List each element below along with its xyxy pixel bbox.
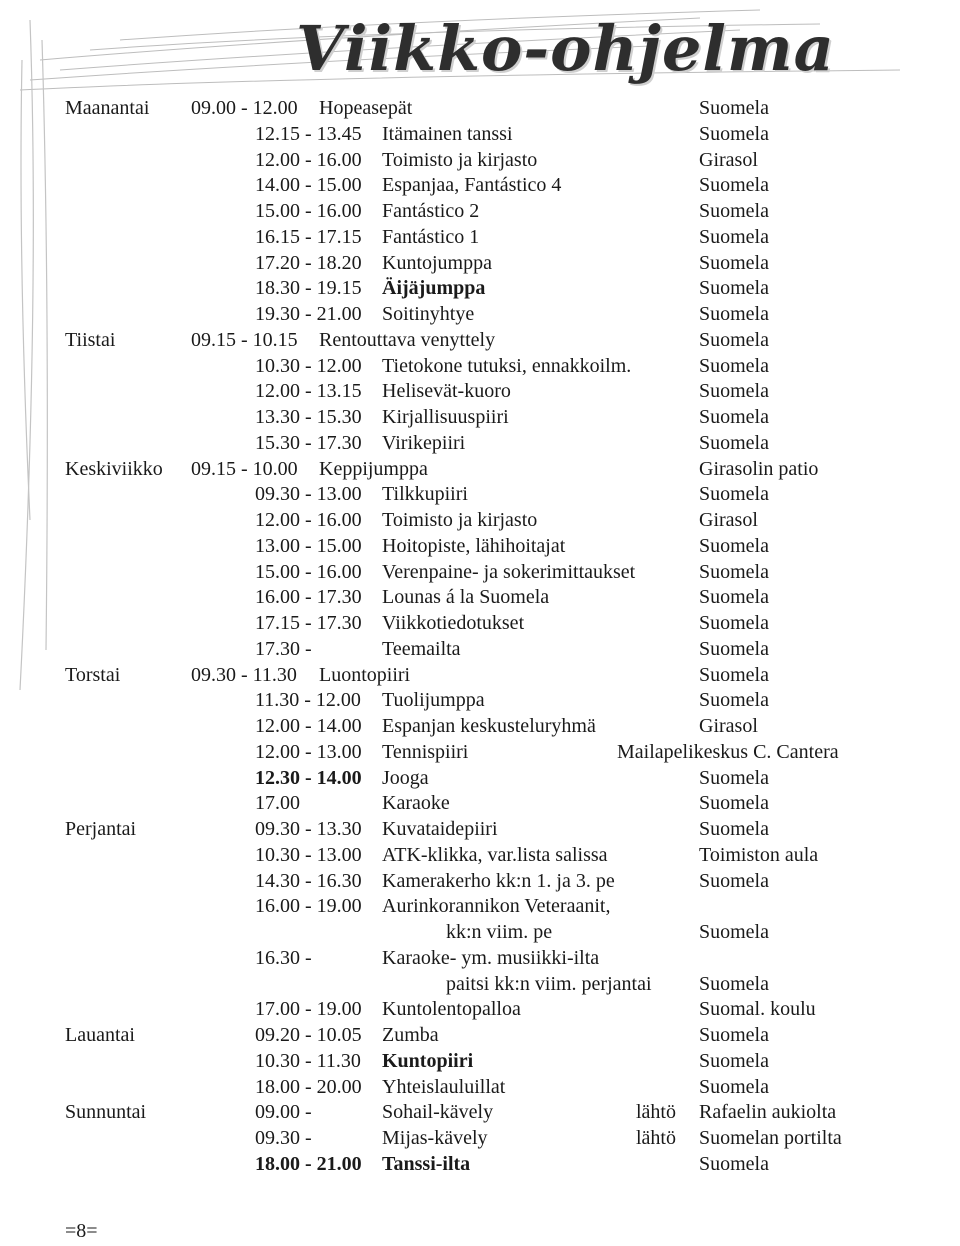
place-cell: Suomela bbox=[699, 406, 769, 428]
time-cell: 09.00 - 12.00 bbox=[191, 97, 298, 119]
place-cell: Suomela bbox=[699, 689, 769, 712]
time-cell: 18.30 - 19.15 bbox=[255, 277, 362, 300]
place-cell: Suomela bbox=[699, 637, 769, 660]
place-cell: Suomal. koulu bbox=[699, 998, 816, 1021]
activity-cell: Tanssi-ilta bbox=[382, 1152, 471, 1175]
schedule-row bbox=[0, 1048, 960, 1074]
activity-cell: Espanjan keskusteluryhmä bbox=[382, 715, 596, 737]
place-cell: Suomela bbox=[699, 174, 769, 197]
place-cell: Suomelan portilta bbox=[699, 1127, 842, 1149]
time-cell: 13.00 - 15.00 bbox=[255, 534, 362, 557]
place-cell: Suomela bbox=[699, 328, 769, 351]
day-label: Sunnuntai bbox=[65, 1101, 147, 1124]
activity-cell: Kuntojumppa bbox=[382, 251, 492, 274]
activity-cell: Tennispiiri bbox=[382, 740, 469, 763]
time-cell: 09.30 - 13.00 bbox=[255, 483, 362, 506]
activity-cell: Verenpaine- ja sokerimittaukset bbox=[382, 560, 636, 583]
schedule-row bbox=[0, 584, 960, 610]
place-cell: Suomela bbox=[699, 1024, 769, 1046]
schedule-row bbox=[0, 893, 960, 919]
place-cell: Suomela bbox=[699, 586, 769, 609]
place-cell: Suomela bbox=[699, 122, 769, 145]
time-cell: 15.00 - 16.00 bbox=[255, 560, 362, 583]
time-cell: 16.30 - bbox=[255, 946, 312, 969]
schedule-row bbox=[0, 327, 960, 353]
schedule-row bbox=[0, 1151, 960, 1177]
place-cell: Suomela bbox=[699, 380, 769, 403]
activity-cell: Kuvataidepiiri bbox=[382, 818, 498, 840]
time-cell: 12.30 - 14.00 bbox=[255, 766, 362, 789]
activity-cell: Keppijumppa bbox=[319, 457, 428, 480]
day-label: Maanantai bbox=[65, 97, 150, 119]
time-cell: 16.00 - 19.00 bbox=[255, 895, 362, 918]
time-cell: 14.30 - 16.30 bbox=[255, 869, 362, 892]
place-cell: Suomela bbox=[699, 225, 769, 248]
activity-cell: Toimisto ja kirjasto bbox=[382, 148, 538, 171]
activity-cell: Fantástico 2 bbox=[382, 200, 480, 222]
activity-cell: Tilkkupiiri bbox=[382, 483, 468, 506]
place-cell: Suomela bbox=[699, 431, 769, 454]
time-cell: 17.00 bbox=[255, 792, 300, 815]
place-cell: Suomela bbox=[699, 869, 769, 892]
schedule-row bbox=[0, 687, 960, 713]
schedule-row bbox=[0, 662, 960, 688]
activity-cell: Espanjaa, Fantástico 4 bbox=[382, 174, 562, 197]
schedule-row bbox=[0, 95, 960, 121]
time-cell: 10.30 - 11.30 bbox=[255, 1049, 361, 1072]
activity-cell: kk:n viim. pe bbox=[446, 921, 553, 943]
schedule-row bbox=[0, 301, 960, 327]
activity-cell: Äijäjumppa bbox=[382, 277, 486, 300]
schedule-row bbox=[0, 404, 960, 430]
schedule-row bbox=[0, 790, 960, 816]
activity-cell: Karaoke- ym. musiikki-ilta bbox=[382, 946, 600, 969]
activity-cell: Kirjallisuuspiiri bbox=[382, 406, 509, 428]
time-cell: 18.00 - 21.00 bbox=[255, 1152, 362, 1175]
place-cell: Suomela bbox=[699, 921, 769, 943]
time-cell: 14.00 - 15.00 bbox=[255, 174, 362, 197]
time-cell: 09.15 - 10.00 bbox=[191, 457, 298, 480]
activity-cell: Hoitopiste, lähihoitajat bbox=[382, 534, 566, 557]
place-cell: Suomela bbox=[699, 1152, 769, 1175]
time-cell: 09.15 - 10.15 bbox=[191, 328, 298, 351]
activity-cell: Teemailta bbox=[382, 637, 461, 660]
schedule-row bbox=[0, 121, 960, 147]
activity-cell: Kuntopiiri bbox=[382, 1049, 474, 1072]
activity-cell: Hopeasepät bbox=[319, 97, 413, 119]
time-cell: 10.30 - 12.00 bbox=[255, 354, 362, 377]
activity-cell: Aurinkorannikon Veteraanit, bbox=[382, 895, 611, 918]
activity-cell: Zumba bbox=[382, 1024, 439, 1046]
departure-label: lähtö bbox=[636, 1101, 676, 1124]
activity-cell: Soitinyhtye bbox=[382, 303, 475, 325]
schedule-row bbox=[0, 1125, 960, 1151]
place-cell: Toimiston aula bbox=[699, 843, 819, 866]
activity-cell: Yhteislauluillat bbox=[382, 1075, 506, 1098]
schedule-row bbox=[0, 507, 960, 533]
day-label: Torstai bbox=[65, 663, 121, 686]
schedule-row bbox=[0, 1074, 960, 1100]
schedule-row bbox=[0, 430, 960, 456]
time-cell: 09.00 - bbox=[255, 1101, 312, 1124]
departure-label: lähtö bbox=[636, 1127, 676, 1149]
schedule-row bbox=[0, 713, 960, 739]
activity-cell: paitsi kk:n viim. perjantai bbox=[446, 972, 652, 995]
time-cell: 12.00 - 13.00 bbox=[255, 740, 362, 763]
time-cell: 17.20 - 18.20 bbox=[255, 251, 362, 274]
time-cell: 12.15 - 13.45 bbox=[255, 122, 362, 145]
schedule-row bbox=[0, 842, 960, 868]
schedule-row bbox=[0, 1099, 960, 1125]
page-title: Viikko-ohjelma bbox=[296, 12, 835, 85]
day-label: Perjantai bbox=[65, 818, 137, 840]
schedule-row bbox=[0, 481, 960, 507]
place-cell: Suomela bbox=[699, 972, 769, 995]
place-cell: Suomela bbox=[699, 1075, 769, 1098]
time-cell: 12.00 - 16.00 bbox=[255, 148, 362, 171]
schedule-row bbox=[0, 765, 960, 791]
activity-cell: Tuolijumppa bbox=[382, 689, 485, 712]
activity-cell: Jooga bbox=[382, 766, 429, 789]
schedule-row bbox=[0, 1022, 960, 1048]
activity-cell: Itämainen tanssi bbox=[382, 122, 513, 145]
schedule-row bbox=[0, 353, 960, 379]
place-cell: Suomela bbox=[699, 663, 769, 686]
page-number: =8= bbox=[65, 1220, 98, 1242]
activity-cell: Tietokone tutuksi, ennakkoilm. bbox=[382, 354, 632, 377]
schedule-row bbox=[0, 996, 960, 1022]
activity-cell: Fantástico 1 bbox=[382, 225, 480, 248]
schedule-row bbox=[0, 275, 960, 301]
place-cell: Suomela bbox=[699, 97, 769, 119]
time-cell: 19.30 - 21.00 bbox=[255, 303, 362, 325]
time-cell: 09.30 - bbox=[255, 1127, 312, 1149]
time-cell: 09.30 - 13.30 bbox=[255, 818, 362, 840]
schedule-row bbox=[0, 533, 960, 559]
schedule-row bbox=[0, 919, 960, 945]
activity-cell: Luontopiiri bbox=[319, 663, 411, 686]
time-cell: 11.30 - 12.00 bbox=[255, 689, 361, 712]
schedule-row bbox=[0, 971, 960, 997]
activity-cell: Kuntolentopalloa bbox=[382, 998, 521, 1021]
place-cell: Suomela bbox=[699, 560, 769, 583]
place-cell: Suomela bbox=[699, 200, 769, 222]
time-cell: 09.20 - 10.05 bbox=[255, 1024, 362, 1046]
time-cell: 12.00 - 13.15 bbox=[255, 380, 362, 403]
time-cell: 12.00 - 16.00 bbox=[255, 509, 362, 531]
place-cell: Girasolin patio bbox=[699, 457, 819, 480]
place-cell: Rafaelin aukiolta bbox=[699, 1101, 837, 1124]
activity-cell: Karaoke bbox=[382, 792, 450, 815]
time-cell: 13.30 - 15.30 bbox=[255, 406, 362, 428]
place-cell: Mailapelikeskus C. Cantera bbox=[617, 740, 839, 763]
place-cell: Suomela bbox=[699, 792, 769, 815]
activity-cell: Kamerakerho kk:n 1. ja 3. pe bbox=[382, 869, 615, 892]
time-cell: 17.00 - 19.00 bbox=[255, 998, 362, 1021]
schedule-row bbox=[0, 559, 960, 585]
time-cell: 15.00 - 16.00 bbox=[255, 200, 362, 222]
day-label: Keskiviikko bbox=[65, 457, 163, 480]
activity-cell: Lounas á la Suomela bbox=[382, 586, 550, 609]
activity-cell: Helisevät-kuoro bbox=[382, 380, 511, 403]
activity-cell: Toimisto ja kirjasto bbox=[382, 509, 538, 531]
day-label: Tiistai bbox=[65, 328, 116, 351]
place-cell: Suomela bbox=[699, 277, 769, 300]
time-cell: 09.30 - 11.30 bbox=[191, 663, 297, 686]
time-cell: 17.30 - bbox=[255, 637, 312, 660]
time-cell: 15.30 - 17.30 bbox=[255, 431, 362, 454]
activity-cell: Sohail-kävely bbox=[382, 1101, 494, 1124]
place-cell: Suomela bbox=[699, 612, 769, 634]
activity-cell: ATK-klikka, var.lista salissa bbox=[382, 843, 608, 866]
schedule-row bbox=[0, 945, 960, 971]
schedule-row bbox=[0, 456, 960, 482]
activity-cell: Virikepiiri bbox=[382, 431, 466, 454]
place-cell: Suomela bbox=[699, 483, 769, 506]
time-cell: 16.15 - 17.15 bbox=[255, 225, 362, 248]
place-cell: Girasol bbox=[699, 509, 758, 531]
schedule-row bbox=[0, 378, 960, 404]
time-cell: 10.30 - 13.00 bbox=[255, 843, 362, 866]
schedule-row bbox=[0, 224, 960, 250]
activity-cell: Rentouttava venyttely bbox=[319, 328, 496, 351]
day-label: Lauantai bbox=[65, 1024, 135, 1046]
schedule-row bbox=[0, 147, 960, 173]
time-cell: 12.00 - 14.00 bbox=[255, 715, 362, 737]
schedule-row bbox=[0, 250, 960, 276]
time-cell: 17.15 - 17.30 bbox=[255, 612, 362, 634]
place-cell: Girasol bbox=[699, 148, 758, 171]
place-cell: Suomela bbox=[699, 354, 769, 377]
schedule-row bbox=[0, 610, 960, 636]
place-cell: Suomela bbox=[699, 766, 769, 789]
schedule-row bbox=[0, 816, 960, 842]
place-cell: Suomela bbox=[699, 534, 769, 557]
place-cell: Suomela bbox=[699, 251, 769, 274]
activity-cell: Viikkotiedotukset bbox=[382, 612, 525, 634]
schedule-row bbox=[0, 868, 960, 894]
place-cell: Girasol bbox=[699, 715, 758, 737]
schedule-row bbox=[0, 636, 960, 662]
activity-cell: Mijas-kävely bbox=[382, 1127, 488, 1149]
place-cell: Suomela bbox=[699, 818, 769, 840]
schedule-row bbox=[0, 172, 960, 198]
place-cell: Suomela bbox=[699, 303, 769, 325]
time-cell: 18.00 - 20.00 bbox=[255, 1075, 362, 1098]
schedule-row bbox=[0, 198, 960, 224]
schedule-row bbox=[0, 739, 960, 765]
time-cell: 16.00 - 17.30 bbox=[255, 586, 362, 609]
place-cell: Suomela bbox=[699, 1049, 769, 1072]
